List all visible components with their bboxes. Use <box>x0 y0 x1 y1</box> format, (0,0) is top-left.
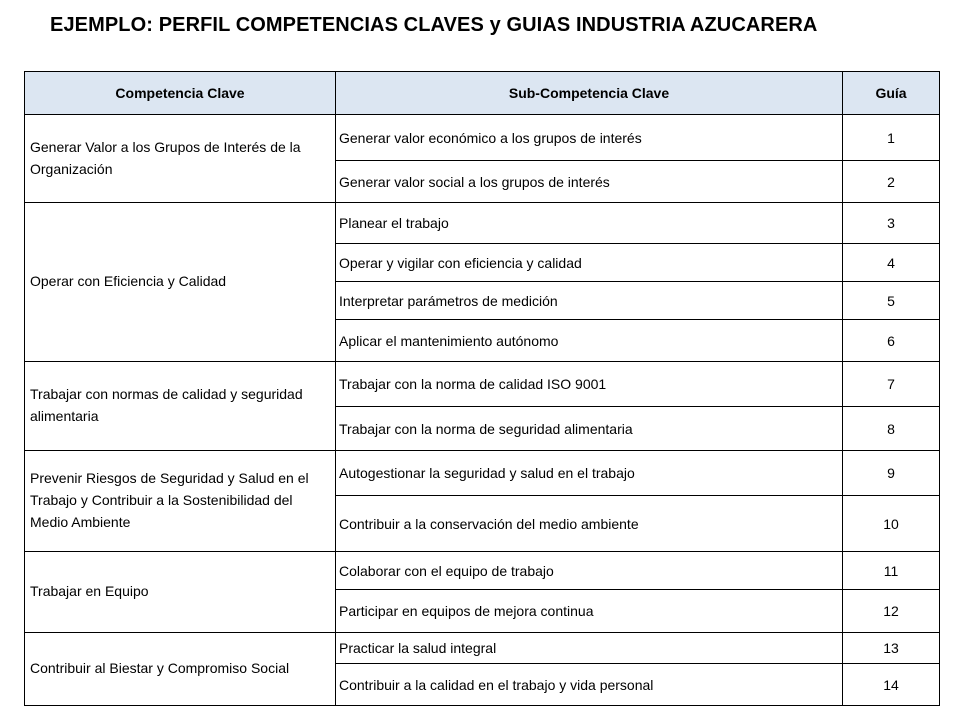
sub-competencia-cell: Trabajar con la norma de calidad ISO 9001 <box>336 362 843 407</box>
guia-cell: 12 <box>843 590 940 633</box>
competencia-cell: Contribuir al Biestar y Compromiso Social <box>25 633 336 706</box>
table-row <box>25 203 940 244</box>
guia-cell: 9 <box>843 451 940 496</box>
guia-cell: 3 <box>843 203 940 244</box>
guia-cell: 2 <box>843 161 940 203</box>
table-row <box>25 115 940 161</box>
sub-competencia-cell: Generar valor social a los grupos de interés <box>336 161 843 203</box>
guia-cell: 6 <box>843 320 940 362</box>
table-row <box>25 362 940 407</box>
sub-competencia-cell: Contribuir a la conservación del medio ambiente <box>336 496 843 552</box>
sub-competencia-cell: Participar en equipos de mejora continua <box>336 590 843 633</box>
guia-cell: 13 <box>843 633 940 664</box>
guia-cell: 14 <box>843 664 940 706</box>
sub-competencia-cell: Trabajar con la norma de seguridad alimentaria <box>336 407 843 451</box>
table-row <box>25 451 940 496</box>
sub-competencia-cell: Aplicar el mantenimiento autónomo <box>336 320 843 362</box>
header-competencia: Competencia Clave <box>25 72 336 115</box>
table-row <box>25 633 940 664</box>
header-sub-competencia: Sub-Competencia Clave <box>336 72 843 115</box>
competencia-cell: Prevenir Riesgos de Seguridad y Salud en el Trabajo y Contribuir a la Sostenibilidad del Medio Ambiente <box>25 451 336 552</box>
sub-competencia-cell: Operar y vigilar con eficiencia y calidad <box>336 244 843 282</box>
sub-competencia-cell: Colaborar con el equipo de trabajo <box>336 552 843 590</box>
competencia-cell: Operar con Eficiencia y Calidad <box>25 203 336 362</box>
header-guia: Guía <box>843 72 940 115</box>
sub-competencia-cell: Autogestionar la seguridad y salud en el trabajo <box>336 451 843 496</box>
guia-cell: 7 <box>843 362 940 407</box>
competencia-cell: Trabajar con normas de calidad y seguridad alimentaria <box>25 362 336 451</box>
table-row <box>25 552 940 590</box>
sub-competencia-cell: Generar valor económico a los grupos de interés <box>336 115 843 161</box>
sub-competencia-cell: Interpretar parámetros de medición <box>336 282 843 320</box>
competencies-table <box>24 71 940 706</box>
guia-cell: 5 <box>843 282 940 320</box>
competencia-cell: Trabajar en Equipo <box>25 552 336 633</box>
competencia-cell: Generar Valor a los Grupos de Interés de la Organización <box>25 115 336 203</box>
sub-competencia-cell: Contribuir a la calidad en el trabajo y vida personal <box>336 664 843 706</box>
sub-competencia-cell: Practicar la salud integral <box>336 633 843 664</box>
sub-competencia-cell: Planear el trabajo <box>336 203 843 244</box>
guia-cell: 1 <box>843 115 940 161</box>
guia-cell: 11 <box>843 552 940 590</box>
table-header-row <box>25 72 940 115</box>
page-title: EJEMPLO: PERFIL COMPETENCIAS CLAVES y GUIAS INDUSTRIA AZUCARERA <box>50 14 818 36</box>
guia-cell: 10 <box>843 496 940 552</box>
guia-cell: 8 <box>843 407 940 451</box>
guia-cell: 4 <box>843 244 940 282</box>
